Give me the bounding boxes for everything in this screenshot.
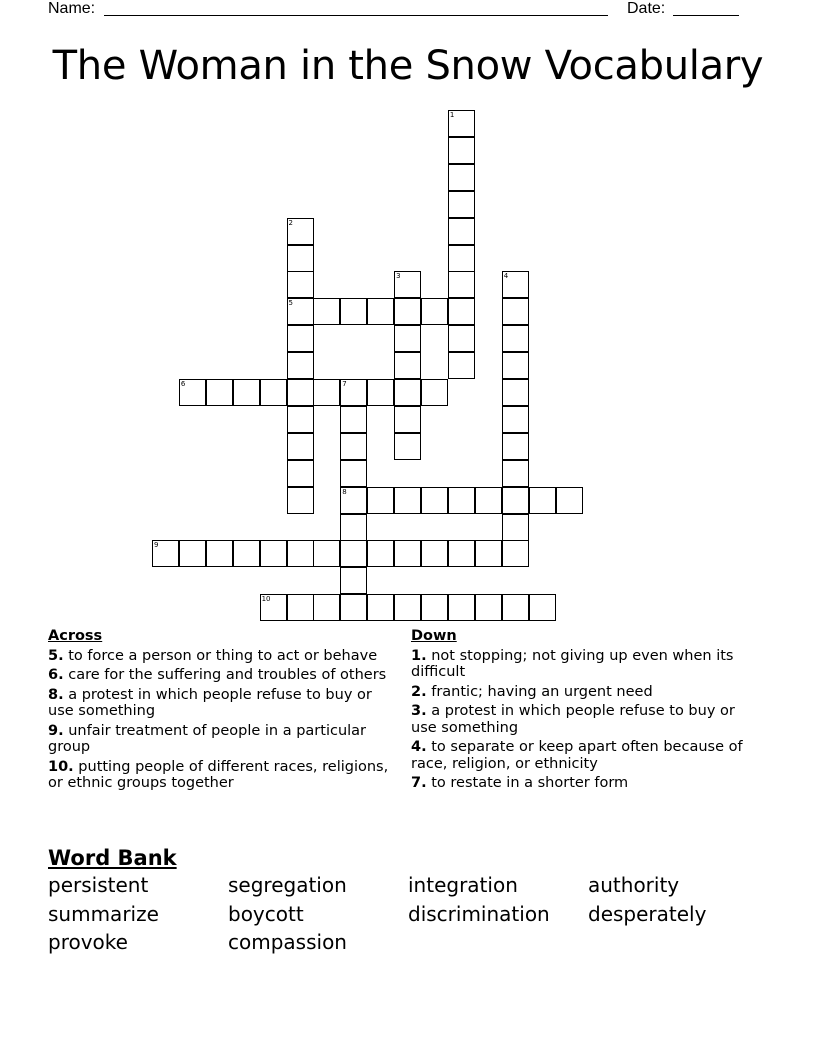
crossword-cell[interactable] — [394, 433, 421, 460]
clue-number: 9. — [48, 722, 64, 739]
crossword-cell[interactable] — [502, 460, 529, 487]
crossword-cell[interactable] — [502, 379, 529, 406]
crossword-cell[interactable] — [421, 594, 448, 621]
crossword-cell[interactable] — [287, 325, 314, 352]
crossword-cell[interactable] — [502, 540, 529, 567]
clue-text: a protest in which people refuse to buy or use something — [411, 703, 735, 736]
crossword-cell[interactable] — [287, 460, 314, 487]
clue-down-1 — [411, 648, 761, 681]
crossword-cell[interactable] — [152, 540, 179, 567]
clue-down-4 — [411, 739, 761, 772]
clue-across-5 — [48, 648, 398, 665]
crossword-cell[interactable] — [448, 191, 475, 218]
crossword-cell[interactable] — [287, 352, 314, 379]
crossword-cell[interactable] — [287, 406, 314, 433]
crossword-cell[interactable] — [287, 433, 314, 460]
clue-text: to force a person or thing to act or behave — [68, 647, 378, 664]
crossword-cell[interactable] — [206, 379, 233, 406]
clue-across-6 — [48, 667, 398, 684]
clue-text: to restate in a shorter form — [431, 775, 629, 791]
name-label: Name: — [48, 0, 96, 17]
crossword-cell[interactable] — [367, 298, 394, 325]
crossword-cell[interactable] — [448, 540, 475, 567]
crossword-cell[interactable] — [394, 325, 421, 352]
crossword-cell[interactable] — [179, 379, 206, 406]
crossword-cell[interactable] — [287, 298, 314, 325]
clue-text: care for the suffering and troubles of others — [68, 667, 387, 683]
crossword-cell[interactable] — [448, 110, 475, 137]
word-bank-word: desperately — [588, 901, 707, 926]
clue-text: putting people of different races, religions, or ethnic groups together — [48, 758, 389, 791]
crossword-cell[interactable] — [475, 594, 502, 621]
crossword-cell[interactable] — [448, 137, 475, 164]
crossword-cell[interactable] — [502, 487, 529, 514]
clue-number: 10. — [48, 758, 74, 775]
crossword-cell[interactable] — [313, 298, 340, 325]
crossword-cell[interactable] — [448, 352, 475, 379]
crossword-cell[interactable] — [340, 514, 367, 541]
clue-number: 8. — [48, 686, 64, 703]
word-bank-word: authority — [588, 873, 680, 897]
across-clues — [48, 628, 398, 795]
word-bank-word: persistent — [48, 873, 149, 897]
clue-number: 6. — [48, 667, 64, 683]
crossword-cell[interactable] — [340, 487, 367, 514]
clue-down-3 — [411, 703, 761, 736]
crossword-cell[interactable] — [448, 298, 475, 325]
crossword-cell[interactable] — [287, 379, 314, 406]
cell-number: 6 — [180, 380, 186, 388]
crossword-cell[interactable] — [502, 352, 529, 379]
crossword-cell[interactable] — [287, 540, 314, 567]
crossword-cell[interactable] — [260, 540, 287, 567]
crossword-cell[interactable] — [340, 433, 367, 460]
clue-across-8 — [48, 687, 398, 720]
crossword-cell[interactable] — [313, 594, 340, 621]
crossword-cell[interactable] — [394, 379, 421, 406]
clue-across-10 — [48, 759, 398, 792]
word-bank-word: compassion — [228, 930, 347, 954]
crossword-cell[interactable] — [502, 406, 529, 433]
word-bank-word: integration — [408, 873, 518, 897]
crossword-cell[interactable] — [502, 594, 529, 621]
across-heading: Across — [48, 628, 103, 644]
crossword-cell[interactable] — [313, 379, 340, 406]
crossword-cell[interactable] — [394, 487, 421, 514]
cell-number: 2 — [288, 218, 293, 227]
crossword-cell[interactable] — [233, 540, 260, 567]
crossword-cell[interactable] — [529, 594, 556, 621]
crossword-cell[interactable] — [529, 487, 556, 514]
clue-text: a protest in which people refuse to buy or use something — [48, 686, 372, 719]
crossword-cell[interactable] — [502, 433, 529, 460]
clue-number: 4. — [411, 739, 427, 755]
crossword-cell[interactable] — [287, 594, 314, 621]
cell-number: 1 — [449, 111, 455, 119]
crossword-cell[interactable] — [502, 325, 529, 352]
crossword-cell[interactable] — [287, 245, 314, 272]
crossword-cell[interactable] — [340, 298, 367, 325]
clue-number: 2. — [411, 683, 427, 700]
crossword-cell[interactable] — [448, 487, 475, 514]
crossword-cell[interactable] — [260, 594, 287, 621]
word-bank — [48, 845, 768, 957]
crossword-cell[interactable] — [260, 379, 287, 406]
clue-text: not stopping; not giving up even when its difficult — [411, 647, 734, 680]
clue-across-9 — [48, 723, 398, 756]
clue-number: 7. — [411, 775, 427, 791]
crossword-cell[interactable] — [340, 567, 367, 594]
cell-number: 10 — [261, 595, 271, 604]
crossword-cell[interactable] — [502, 514, 529, 541]
clue-down-7 — [411, 775, 761, 792]
crossword-cell[interactable] — [394, 298, 421, 325]
crossword-cell[interactable] — [556, 487, 583, 514]
date-label: Date: — [627, 0, 666, 17]
crossword-cell[interactable] — [394, 271, 421, 298]
crossword-cell[interactable] — [233, 379, 260, 406]
crossword-cell[interactable] — [340, 460, 367, 487]
cell-number: 7 — [342, 380, 347, 388]
crossword-cell[interactable] — [448, 325, 475, 352]
clue-number: 5. — [48, 647, 64, 664]
word-bank-word: segregation — [228, 873, 347, 897]
crossword-cell[interactable] — [421, 540, 448, 567]
crossword-cell[interactable] — [448, 164, 475, 191]
crossword-cell[interactable] — [394, 406, 421, 433]
crossword-cell[interactable] — [179, 540, 206, 567]
clue-number: 3. — [411, 703, 427, 719]
clue-text: frantic; having an urgent need — [431, 683, 653, 700]
crossword-cell[interactable] — [502, 271, 529, 298]
crossword-cell[interactable] — [475, 487, 502, 514]
clue-number: 1. — [411, 647, 427, 664]
crossword-cell[interactable] — [421, 487, 448, 514]
word-bank-word: boycott — [228, 901, 304, 926]
crossword-cell[interactable] — [421, 298, 448, 325]
crossword-cell[interactable] — [340, 406, 367, 433]
crossword-cell[interactable] — [367, 379, 394, 406]
crossword-cell[interactable] — [367, 540, 394, 567]
crossword-cell[interactable] — [287, 487, 314, 514]
crossword-cell[interactable] — [448, 245, 475, 272]
clue-text: unfair treatment of people in a particular group — [48, 722, 367, 755]
crossword-cell[interactable] — [502, 298, 529, 325]
crossword-cell[interactable] — [421, 379, 448, 406]
crossword-cell[interactable] — [394, 540, 421, 567]
crossword-cell[interactable] — [206, 540, 233, 567]
cell-number: 8 — [342, 487, 347, 496]
crossword-cell[interactable] — [340, 594, 367, 621]
crossword-cell[interactable] — [394, 352, 421, 379]
cell-number: 5 — [288, 299, 293, 308]
crossword-cell[interactable] — [313, 540, 340, 567]
clue-down-2 — [411, 684, 761, 701]
crossword-cell[interactable] — [340, 379, 367, 406]
word-bank-word: provoke — [48, 930, 128, 954]
down-heading: Down — [411, 628, 457, 644]
crossword-cell[interactable] — [367, 594, 394, 621]
word-bank-word: summarize — [48, 901, 159, 926]
word-bank-list — [48, 871, 768, 957]
cell-number: 4 — [503, 272, 509, 281]
crossword-cell[interactable] — [475, 540, 502, 567]
page-title: The Woman in the Snow Vocabulary — [52, 43, 764, 89]
word-bank-title: Word Bank — [48, 846, 177, 870]
crossword-cell[interactable] — [448, 271, 475, 298]
crossword-cell[interactable] — [287, 218, 314, 245]
crossword-cell[interactable] — [448, 594, 475, 621]
cell-number: 9 — [154, 541, 159, 550]
crossword-cell[interactable] — [367, 487, 394, 514]
cell-number: 3 — [396, 272, 401, 281]
crossword-cell[interactable] — [287, 271, 314, 298]
down-clues — [411, 628, 761, 795]
crossword-cell[interactable] — [340, 540, 367, 567]
crossword-cell[interactable] — [448, 218, 475, 245]
crossword-cell[interactable] — [394, 594, 421, 621]
word-bank-word: discrimination — [408, 901, 550, 926]
clue-text: to separate or keep apart often because of race, religion, or ethnicity — [411, 739, 743, 772]
